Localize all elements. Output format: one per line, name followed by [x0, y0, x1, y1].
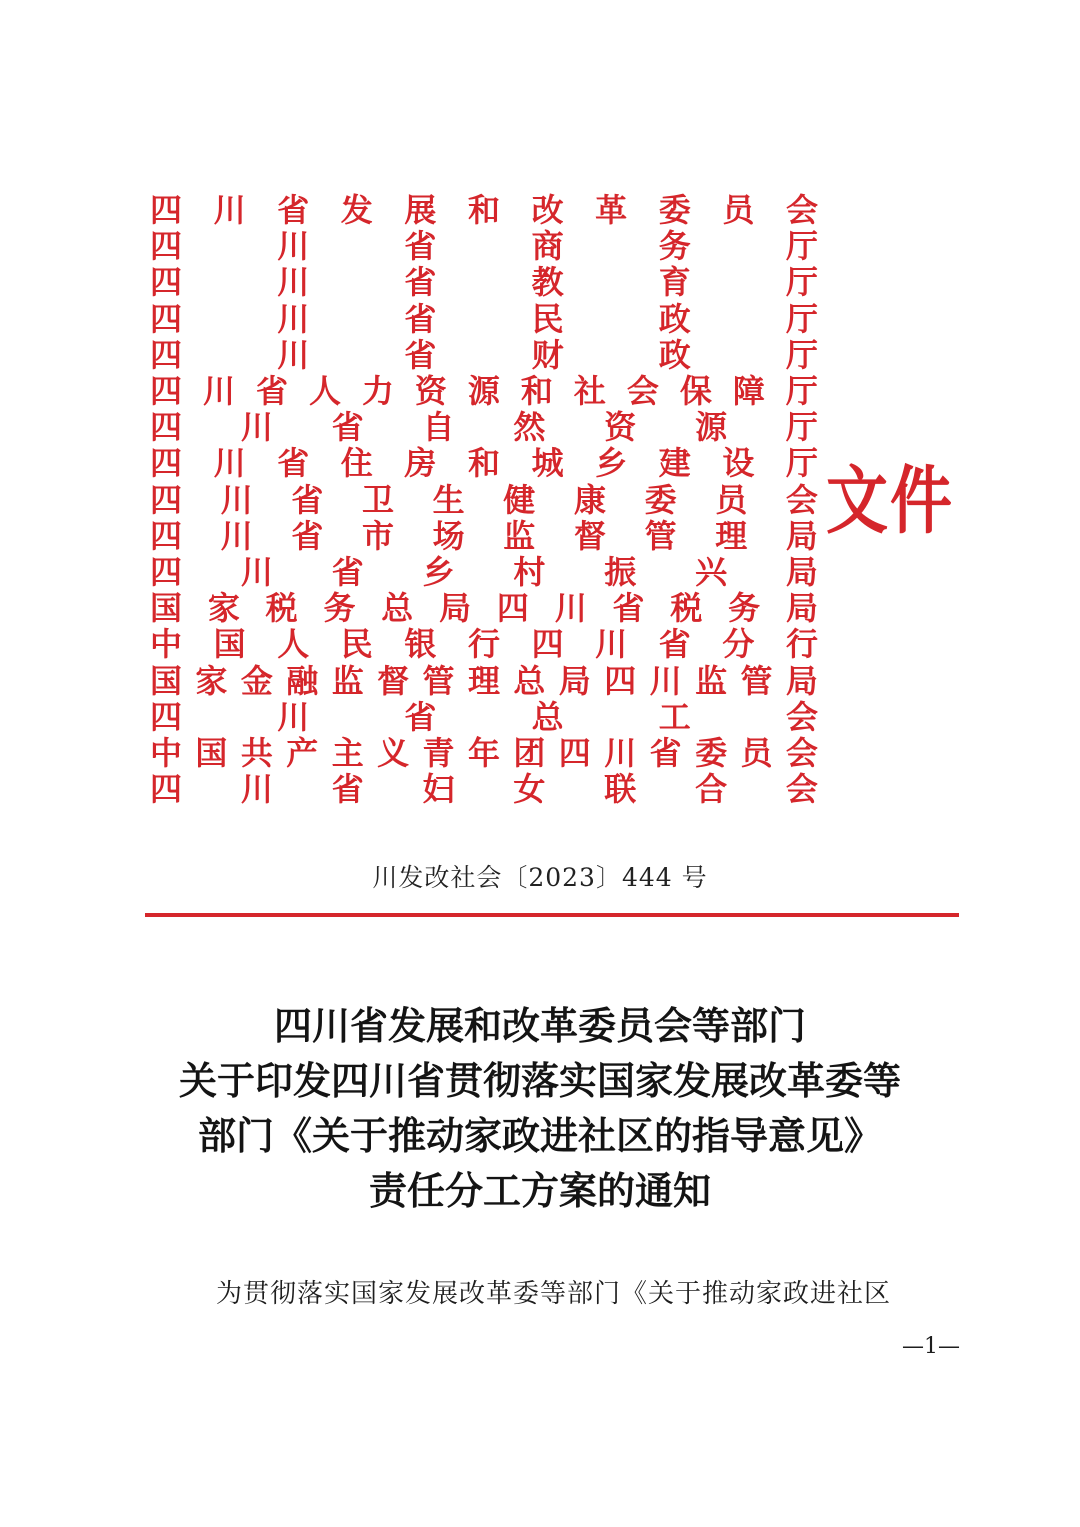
issuer-char: 省 [277, 444, 310, 483]
issuer-char: 振 [604, 552, 637, 591]
issuer-char: 年 [467, 733, 500, 772]
issuer-line [150, 699, 818, 735]
issuer-char: 监 [695, 661, 728, 700]
issuer-char: 四 [150, 372, 183, 411]
issuer-char: 和 [467, 191, 500, 230]
issuer-line [150, 771, 818, 807]
issuer-char: 省 [404, 335, 437, 374]
document-title [100, 998, 980, 1218]
issuer-char: 川 [649, 661, 682, 700]
issuer-line [150, 373, 818, 409]
issuer-char: 省 [331, 770, 364, 809]
issuer-char: 国 [150, 589, 183, 628]
issuer-line [150, 626, 818, 662]
issuer-char: 保 [679, 372, 712, 411]
issuer-char: 义 [377, 733, 410, 772]
issuer-line [150, 554, 818, 590]
issuer-char: 会 [785, 697, 818, 736]
issuer-char: 务 [728, 589, 761, 628]
issuer-char: 障 [732, 372, 765, 411]
issuer-char: 妇 [422, 770, 455, 809]
issuer-char: 资 [414, 372, 447, 411]
title-line: 四川省发展和改革委员会等部门 [273, 1003, 806, 1048]
issuer-char: 局 [558, 661, 591, 700]
issuer-char: 厅 [785, 335, 818, 374]
issuer-line [150, 482, 818, 518]
issuer-line [150, 662, 818, 698]
issuer-line [150, 337, 818, 373]
issuer-char: 融 [286, 661, 319, 700]
issuer-char: 房 [404, 444, 437, 483]
issuer-char: 政 [658, 299, 691, 338]
issuer-char: 监 [503, 516, 536, 555]
issuer-char: 局 [785, 661, 818, 700]
issuer-char: 住 [340, 444, 373, 483]
issuer-char: 分 [722, 625, 755, 664]
issuer-char: 委 [644, 480, 677, 519]
issuer-char: 四 [150, 480, 183, 519]
issuer-char: 联 [604, 770, 637, 809]
issuer-char: 会 [785, 480, 818, 519]
issuer-char: 中 [150, 625, 183, 664]
issuing-agencies [150, 192, 818, 807]
issuer-char: 川 [202, 372, 235, 411]
issuer-char: 自 [422, 408, 455, 447]
issuer-char: 女 [513, 770, 546, 809]
issuer-char: 四 [558, 733, 591, 772]
issuer-char: 会 [785, 733, 818, 772]
issuer-char: 场 [432, 516, 465, 555]
issuer-char: 厅 [785, 372, 818, 411]
issuer-line [150, 445, 818, 481]
issuer-char: 川 [277, 263, 310, 302]
issuer-char: 会 [785, 191, 818, 230]
issuer-line [150, 409, 818, 445]
issuer-char: 省 [658, 625, 691, 664]
issuer-char: 四 [150, 191, 183, 230]
issuer-char: 省 [291, 480, 324, 519]
issuer-char: 健 [503, 480, 536, 519]
issuer-char: 和 [520, 372, 553, 411]
issuer-char: 然 [513, 408, 546, 447]
issuer-char: 省 [612, 589, 645, 628]
issuer-char: 四 [150, 697, 183, 736]
document-number: 川发改社会〔2023〕444 号 [372, 863, 708, 892]
issuer-char: 监 [331, 661, 364, 700]
issuer-char: 川 [220, 516, 253, 555]
title-line: 部门《关于推动家政进社区的指导意见》 [197, 1113, 882, 1158]
issuer-char: 国 [150, 661, 183, 700]
issuer-char: 省 [404, 697, 437, 736]
issuer-char: 建 [658, 444, 691, 483]
issuer-char: 城 [531, 444, 564, 483]
issuer-char: 厅 [785, 299, 818, 338]
issuer-char: 省 [404, 299, 437, 338]
issuer-line [150, 590, 818, 626]
issuer-char: 川 [213, 191, 246, 230]
issuer-char: 委 [658, 191, 691, 230]
issuer-line [150, 264, 818, 300]
issuer-char: 四 [150, 770, 183, 809]
issuer-char: 理 [715, 516, 748, 555]
issuer-char: 总 [513, 661, 546, 700]
issuer-char: 省 [277, 191, 310, 230]
issuer-line [150, 301, 818, 337]
title-line: 责任分工方案的通知 [368, 1168, 711, 1213]
issuer-char: 员 [715, 480, 748, 519]
issuer-char: 康 [573, 480, 606, 519]
issuer-char: 国 [195, 733, 228, 772]
issuer-char: 四 [150, 408, 183, 447]
issuer-char: 卫 [361, 480, 394, 519]
issuer-char: 员 [722, 191, 755, 230]
issuer-char: 局 [785, 516, 818, 555]
issuer-char: 会 [785, 770, 818, 809]
issuer-char: 人 [308, 372, 341, 411]
issuer-char: 设 [722, 444, 755, 483]
issuer-char: 管 [740, 661, 773, 700]
issuer-char: 川 [240, 770, 273, 809]
issuer-char: 民 [531, 299, 564, 338]
issuer-char: 川 [595, 625, 628, 664]
issuer-char: 工 [658, 697, 691, 736]
issuer-char: 务 [658, 227, 691, 266]
issuer-char: 川 [554, 589, 587, 628]
issuer-char: 委 [695, 733, 728, 772]
issuer-char: 省 [649, 733, 682, 772]
issuer-char: 税 [265, 589, 298, 628]
issuer-char: 乡 [595, 444, 628, 483]
issuer-char: 川 [240, 408, 273, 447]
issuer-char: 总 [381, 589, 414, 628]
issuer-char: 管 [422, 661, 455, 700]
issuer-char: 力 [361, 372, 394, 411]
issuer-char: 四 [604, 661, 637, 700]
issuer-char: 总 [531, 697, 564, 736]
issuer-char: 厅 [785, 227, 818, 266]
issuer-char: 川 [220, 480, 253, 519]
issuer-line [150, 192, 818, 228]
issuer-char: 合 [695, 770, 728, 809]
issuer-char: 务 [323, 589, 356, 628]
issuer-char: 省 [331, 408, 364, 447]
issuer-char: 局 [439, 589, 472, 628]
issuer-char: 社 [573, 372, 606, 411]
issuer-char: 税 [670, 589, 703, 628]
issuer-char: 四 [150, 299, 183, 338]
issuer-char: 主 [331, 733, 364, 772]
issuer-char: 国 [213, 625, 246, 664]
issuer-char: 行 [467, 625, 500, 664]
issuer-char: 发 [340, 191, 373, 230]
issuer-char: 团 [513, 733, 546, 772]
issuer-line [150, 735, 818, 771]
document-mark: 文件 [826, 457, 955, 544]
issuer-char: 川 [277, 697, 310, 736]
issuer-char: 生 [432, 480, 465, 519]
issuer-line [150, 518, 818, 554]
issuer-char: 四 [150, 516, 183, 555]
issuer-char: 督 [573, 516, 606, 555]
issuer-char: 四 [150, 227, 183, 266]
issuer-char: 革 [595, 191, 628, 230]
issuer-char: 资 [604, 408, 637, 447]
issuer-char: 川 [277, 335, 310, 374]
issuer-char: 厅 [785, 444, 818, 483]
issuer-char: 四 [496, 589, 529, 628]
issuer-char: 银 [404, 625, 437, 664]
issuer-char: 厅 [785, 408, 818, 447]
issuer-char: 育 [658, 263, 691, 302]
issuer-char: 会 [626, 372, 659, 411]
issuer-char: 乡 [422, 552, 455, 591]
issuer-char: 中 [150, 733, 183, 772]
issuer-char: 家 [195, 661, 228, 700]
issuer-char: 员 [740, 733, 773, 772]
red-divider-line [145, 913, 959, 917]
issuer-char: 政 [658, 335, 691, 374]
issuer-line [150, 228, 818, 264]
issuer-char: 川 [240, 552, 273, 591]
body-paragraph: 为贯彻落实国家发展改革委等部门《关于推动家政进社区 [216, 1279, 892, 1309]
issuer-char: 局 [785, 589, 818, 628]
issuer-char: 四 [531, 625, 564, 664]
page-number: —1— [902, 1334, 960, 1359]
issuer-char: 四 [150, 444, 183, 483]
issuer-char: 厅 [785, 263, 818, 302]
issuer-char: 教 [531, 263, 564, 302]
issuer-char: 和 [467, 444, 500, 483]
issuer-char: 人 [277, 625, 310, 664]
issuer-char: 产 [286, 733, 319, 772]
issuer-char: 行 [785, 625, 818, 664]
issuer-char: 管 [644, 516, 677, 555]
issuer-char: 商 [531, 227, 564, 266]
issuer-char: 省 [255, 372, 288, 411]
issuer-char: 省 [331, 552, 364, 591]
title-line: 关于印发四川省贯彻落实国家发展改革委等 [178, 1058, 901, 1103]
issuer-char: 源 [695, 408, 728, 447]
issuer-char: 川 [213, 444, 246, 483]
issuer-char: 青 [422, 733, 455, 772]
issuer-char: 省 [404, 227, 437, 266]
issuer-char: 民 [340, 625, 373, 664]
issuer-char: 川 [604, 733, 637, 772]
issuer-char: 省 [404, 263, 437, 302]
issuer-char: 四 [150, 552, 183, 591]
issuer-char: 省 [291, 516, 324, 555]
issuer-char: 川 [277, 227, 310, 266]
issuer-char: 共 [240, 733, 273, 772]
issuer-char: 村 [513, 552, 546, 591]
issuer-char: 兴 [695, 552, 728, 591]
issuer-char: 局 [785, 552, 818, 591]
issuer-char: 川 [277, 299, 310, 338]
issuer-char: 财 [531, 335, 564, 374]
issuer-char: 四 [150, 335, 183, 374]
issuer-char: 督 [377, 661, 410, 700]
issuer-char: 展 [404, 191, 437, 230]
issuer-char: 市 [361, 516, 394, 555]
issuer-char: 理 [467, 661, 500, 700]
issuer-char: 金 [240, 661, 273, 700]
issuer-char: 四 [150, 263, 183, 302]
issuer-char: 改 [531, 191, 564, 230]
issuer-char: 源 [467, 372, 500, 411]
issuer-char: 家 [207, 589, 240, 628]
